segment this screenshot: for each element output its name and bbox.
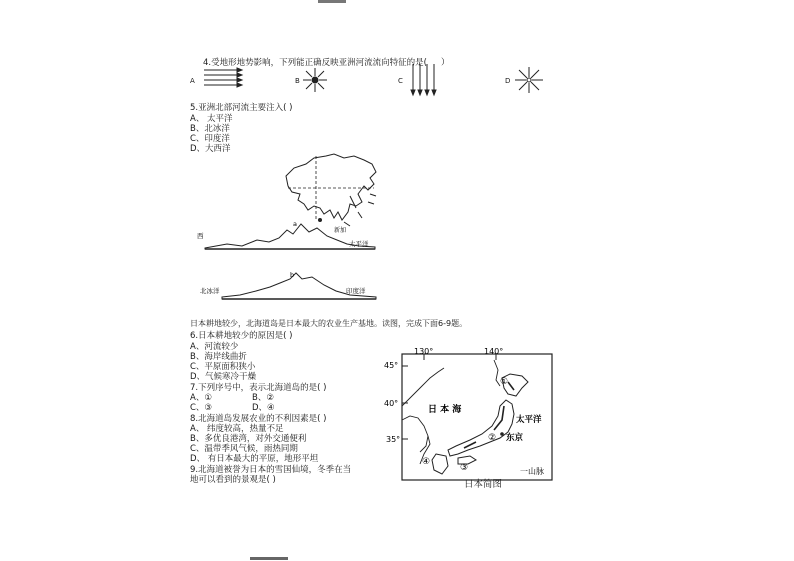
q4-option-a-label[interactable]: A <box>190 77 195 85</box>
profile1-marker-a: a <box>293 220 297 228</box>
scan-edge-mark <box>318 0 346 3</box>
q7-option-c[interactable]: C、③ <box>190 403 213 413</box>
q5-stem: 5.亚洲北部河流主要注入( ) <box>190 103 293 113</box>
profile2-marker-b: b <box>290 271 295 279</box>
q8-option-c[interactable]: C、温带季风气候，雨热同期 <box>190 444 298 454</box>
japan-map <box>384 346 559 491</box>
label-xinjiapo: 新加 <box>334 227 347 234</box>
q8-stem: 8.北海道岛发展农业的不利因素是( ) <box>190 414 327 424</box>
q5-option-d[interactable]: D、大西洋 <box>190 144 231 154</box>
pacific-ocean-label: 太平洋 <box>516 415 542 425</box>
profile1-left-label: 西 <box>197 232 204 240</box>
japan-map-caption: 日本简图 <box>464 479 503 490</box>
q7-stem: 7.下列序号中，表示北海道岛的是( ) <box>190 383 327 393</box>
arrows-radiating-icon <box>514 66 544 94</box>
longitude-140-label: 140° <box>484 347 504 356</box>
q5-option-a[interactable]: A、 太平洋 <box>190 114 233 124</box>
q9-stem-line2: 地可以看到的景观是( ) <box>190 475 276 485</box>
tokyo-label: 东京 <box>506 433 524 443</box>
q9-stem-line1: 9.北海道被誉为日本的雪国仙境，冬季在当 <box>190 465 352 475</box>
q7-option-a[interactable]: A、① <box>190 393 212 403</box>
mountain-legend: 一山脉 <box>520 467 544 476</box>
q5-option-c[interactable]: C、印度洋 <box>190 134 230 144</box>
q4-stem: 4.受地形地势影响，下列能正确反映亚洲河流流向特征的是( ） <box>203 58 450 68</box>
q8-option-a[interactable]: A、 纬度较高，热量不足 <box>190 424 284 434</box>
q5-option-b[interactable]: B、北冰洋 <box>190 124 230 134</box>
latitude-35-label: 35° <box>386 435 401 444</box>
q7-option-b[interactable]: B、② <box>252 393 274 403</box>
scan-edge-mark-bottom <box>250 557 288 560</box>
terrain-profile-east-west <box>197 222 377 252</box>
arrows-south-icon <box>410 64 440 96</box>
q4-option-b-label[interactable]: B <box>295 77 300 85</box>
marker-3: ③ <box>460 463 469 473</box>
marker-1: ① <box>500 377 509 387</box>
sea-of-japan-label: 日 本 海 <box>428 405 462 415</box>
q6-option-d[interactable]: D、气候寒冷干燥 <box>190 372 257 382</box>
tokyo-point <box>500 432 504 436</box>
q4-option-c-label[interactable]: C <box>398 77 403 85</box>
arrows-east-icon <box>204 68 244 90</box>
terrain-profile-north-south <box>200 271 380 303</box>
q7-option-d[interactable]: D、④ <box>252 403 275 413</box>
marker-2: ② <box>488 433 497 443</box>
q8-option-d[interactable]: D、 有日本最大的平原，地形平坦 <box>190 454 319 464</box>
q8-option-b[interactable]: B、多优良港湾，对外交通便利 <box>190 434 307 444</box>
profile2-left-label: 北冰洋 <box>200 287 220 295</box>
q6-option-a[interactable]: A、河流较少 <box>190 342 239 352</box>
profile2-right-label: 印度洋 <box>346 287 366 295</box>
arrows-converging-icon <box>303 68 327 92</box>
q6-stem: 6.日本耕地较少的原因是( ) <box>190 331 293 341</box>
profile1-right-label: 太平洋 <box>349 240 369 248</box>
q6-option-b[interactable]: B、海岸线曲折 <box>190 352 247 362</box>
intro-passage: 日本耕地较少，北海道岛是日本最大的农业生产基地。读图，完成下面6-9题。 <box>190 319 468 328</box>
q4-option-d-label[interactable]: D <box>505 77 511 85</box>
latitude-45-label: 45° <box>384 361 399 370</box>
longitude-130-label: 130° <box>414 347 434 356</box>
latitude-40-label: 40° <box>384 399 399 408</box>
marker-4: ④ <box>422 457 431 467</box>
q6-option-c[interactable]: C、平原面积狭小 <box>190 362 256 372</box>
